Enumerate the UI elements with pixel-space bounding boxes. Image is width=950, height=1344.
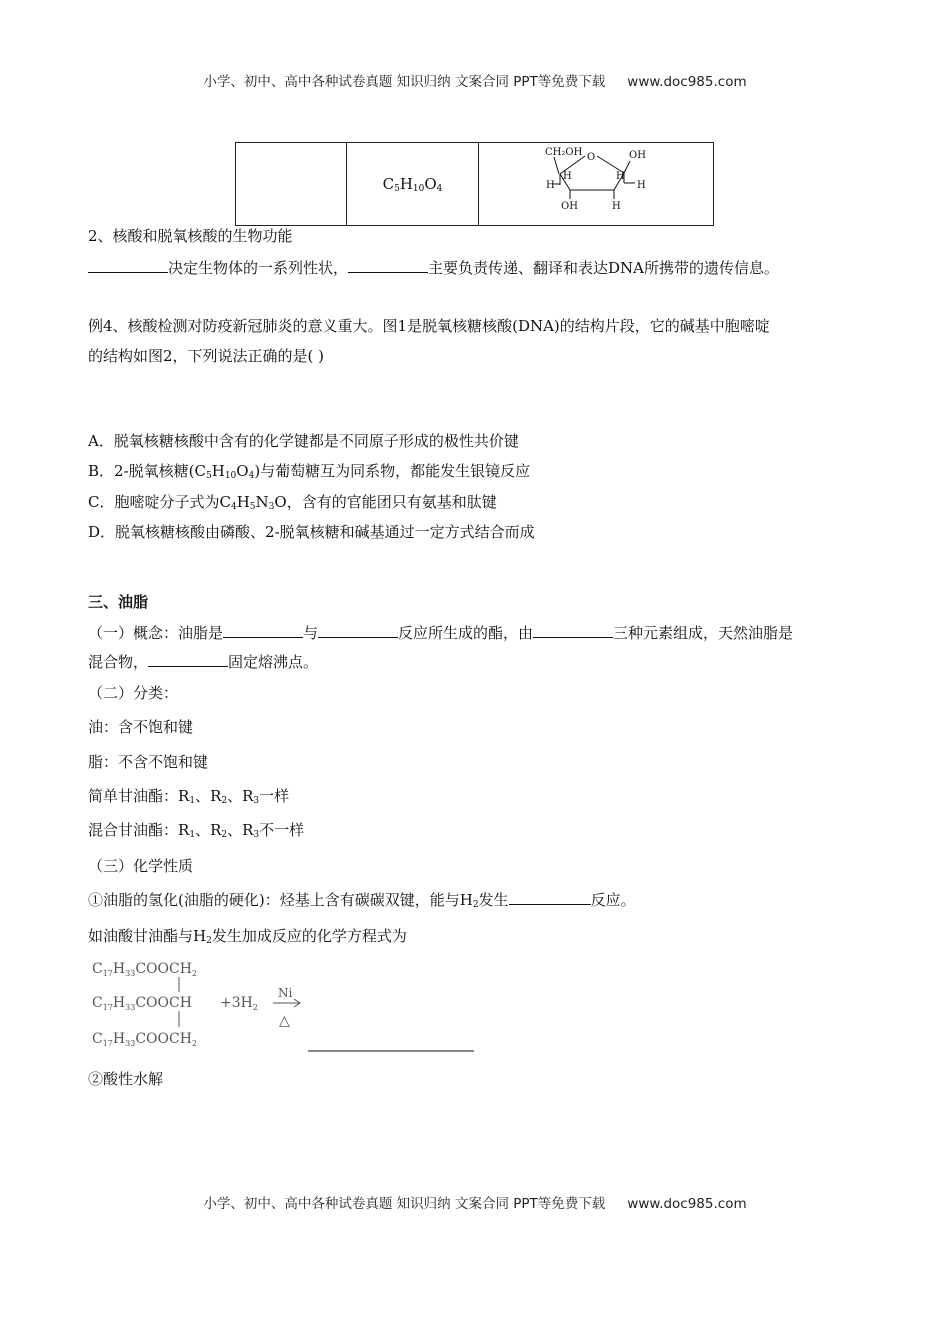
label-oh-bottom: OH [561,201,578,212]
label-ch2oh: CH₂OH [545,147,583,158]
page-footer [0,1192,950,1212]
chem-properties-title: （三）化学性质 [88,857,194,875]
label-h-right-inner: H [616,171,625,182]
equation-row-2: $C_{17}H_{33}COOCH$ [92,995,192,1012]
equation-intro: 如油酸甘油酯与$H_2$发生加成反应的化学方程式为 [88,927,407,946]
formula-c5h10o4: $C_5H_{10}O_4$ [382,174,443,194]
fill-blank[interactable] [318,623,398,638]
concept-line1: （一）概念：油脂是 与 反应所生成的酯，由 三种元素组成，天然油脂是 [88,624,794,642]
acid-hydrolysis: ②酸性水解 [88,1070,164,1088]
label-h-left-outer: H [546,180,555,191]
label-ring-o: O [587,152,596,163]
option-d[interactable]: D．脱氧核糖核酸由磷酸、2-脱氧核糖和碱基通过一定方式结合而成 [88,523,535,541]
fill-blank[interactable] [223,623,303,638]
example4-line2: 的结构如图2，下列说法正确的是( ) [88,347,325,365]
concept-line2: 混合物， 固定熔沸点。 [88,653,319,671]
equation-plus-h2: $+3H_2$ [220,995,258,1012]
fat-definition: 脂：不含不饱和键 [88,753,209,771]
catalyst-ni: Ni [278,986,293,1000]
header-url[interactable]: www.doc985.com [627,74,747,90]
example4-line1: 例4、核酸检测对防疫新冠肺炎的意义重大。图1是脱氧核糖核酸(DNA)的结构片段，它的碱基中胞嘧啶 [88,317,770,335]
mixed-glyceride: 混合甘油酯：$R_1$、$R_2$、$R_3$不一样 [88,821,305,840]
footer-url[interactable]: www.doc985.com [627,1196,747,1212]
fill-blank[interactable] [88,258,168,273]
label-h-left-inner: H [563,171,572,182]
equation-row-3: $C_{17}H_{33}COOCH_2$ [92,1031,197,1048]
section2-heading: 2、核酸和脱氧核酸的生物功能 [88,227,293,245]
footer-text: 小学、初中、高中各种试卷真题 知识归纳 文案合同 PPT等免费下载 [203,1196,606,1212]
structure-table [235,142,714,226]
section2-fill-line: 决定生物体的一系列性状， 主要负责传递、翻译和表达DNA所携带的遗传信息。 [88,257,779,278]
fill-blank[interactable] [348,258,428,273]
heat-symbol: △ [279,1013,290,1029]
formula-cell [347,143,479,226]
deoxyribose-structure-diagram [479,143,713,221]
structure-cell [479,143,714,226]
fill-blank[interactable] [148,652,228,667]
oil-definition: 油：含不饱和键 [88,718,194,736]
formula-c4h5n3o: $C_4H_5N_3O$ [219,493,287,512]
classify-title: （二）分类： [88,684,179,702]
page-header [0,70,950,90]
label-h-bottom: H [612,201,621,212]
table-row [236,143,714,226]
equation-row-1: $C_{17}H_{33}COOCH_2$ [92,961,197,978]
fill-blank[interactable] [509,890,591,905]
hydrogenation-line: ①油脂的氢化(油脂的硬化)：烃基上含有碳碳双键，能与$H_2$发生 反应。 [88,891,636,910]
section3-title: 三、油脂 [88,593,149,611]
header-text: 小学、初中、高中各种试卷真题 知识归纳 文案合同 PPT等免费下载 [203,74,606,90]
formula-c5h10o4-inline: $C_5H_{10}O_4$ [194,462,255,481]
option-a[interactable]: A．脱氧核糖核酸中含有的化学键都是不同原子形成的极性共价键 [88,432,519,450]
hydrogenation-equation [88,955,508,1055]
fill-blank[interactable] [533,623,613,638]
label-oh-right: OH [629,150,646,161]
empty-cell [236,143,347,226]
label-h-right-outer: H [637,180,646,191]
option-c[interactable]: C．胞嘧啶分子式为$C_4H_5N_3O$，含有的官能团只有氨基和肽键 [88,493,497,512]
simple-glyceride: 简单甘油酯：$R_1$、$R_2$、$R_3$一样 [88,787,290,806]
option-b[interactable]: B．2-脱氧核糖$(C_5H_{10}O_4)$与葡萄糖互为同系物，都能发生银镜反应 [88,462,531,481]
